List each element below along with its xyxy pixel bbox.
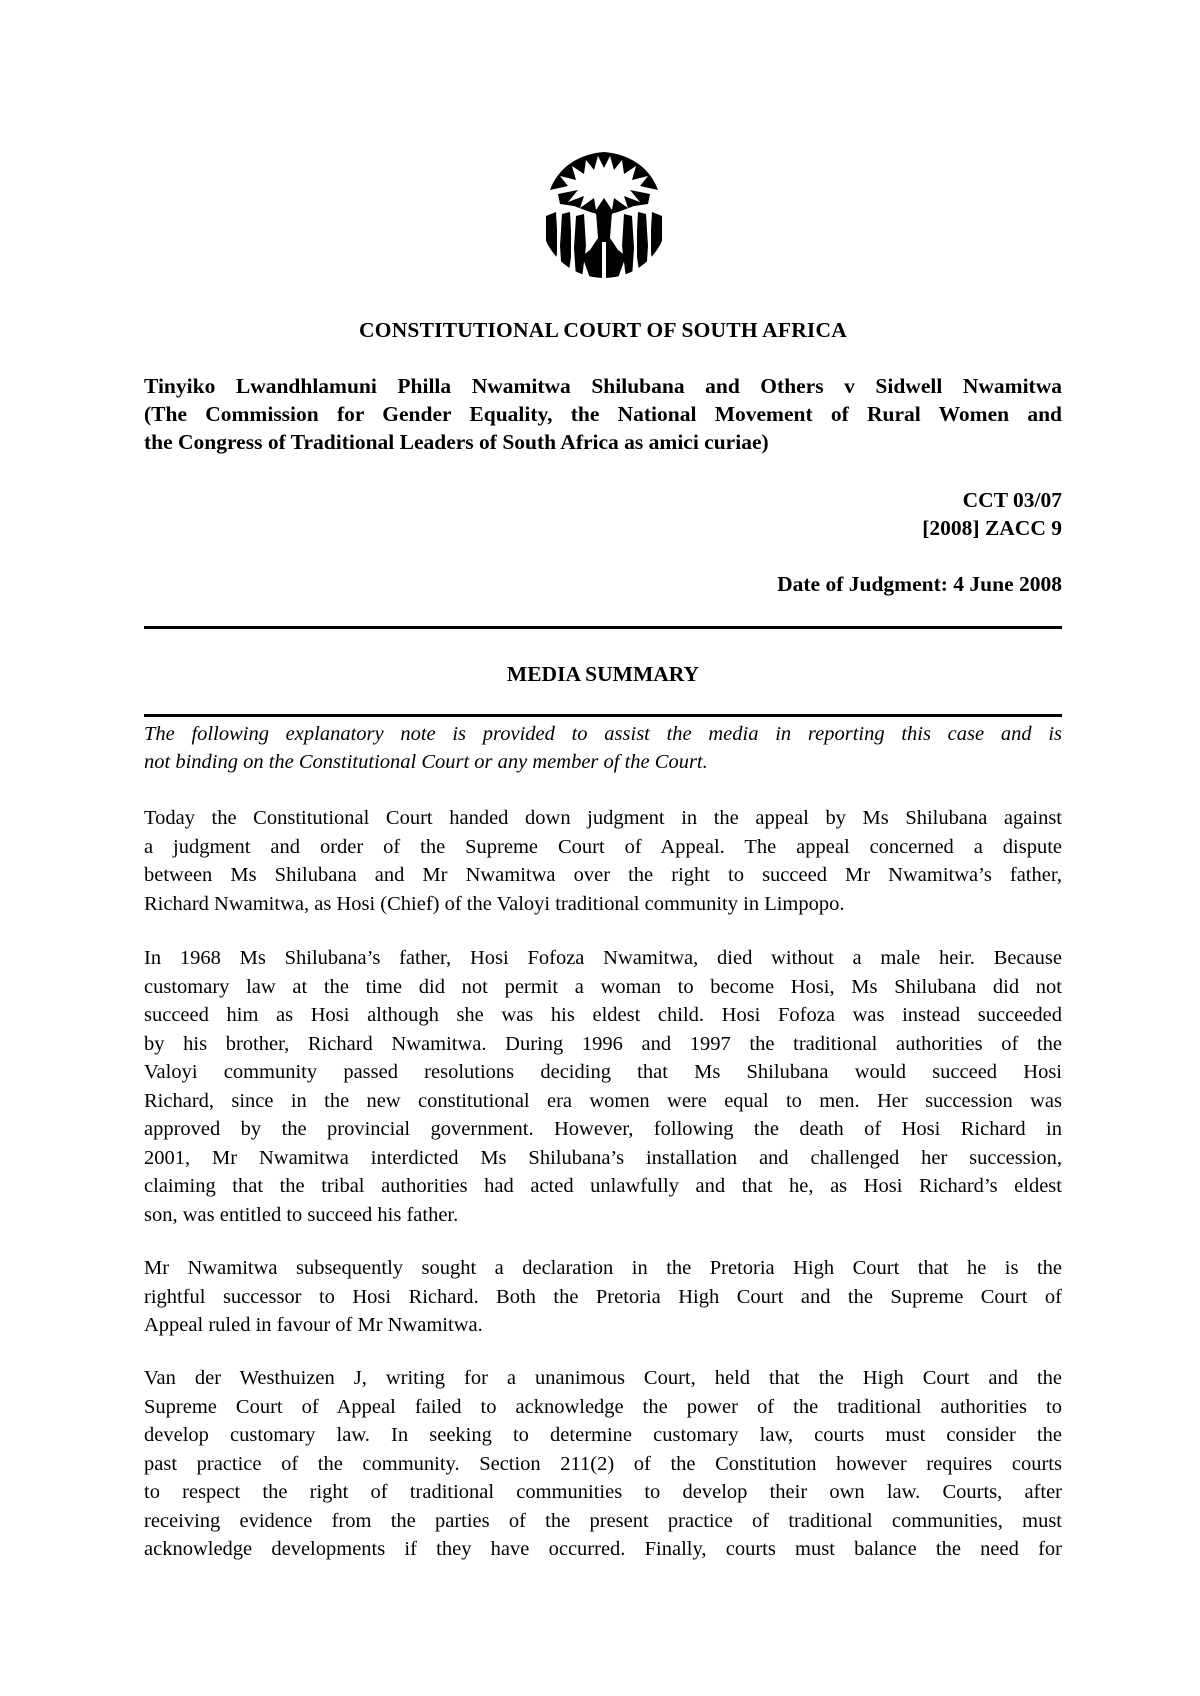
paragraph-line: rightful successor to Hosi Richard. Both the Pretoria High Court and the Supreme Court of <box>144 1285 1062 1308</box>
paragraph <box>144 1254 1062 1340</box>
paragraph-line: by his brother, Richard Nwamitwa. During 1996 and 1997 the traditional authorities of the <box>144 1032 1062 1055</box>
case-title-line: the Congress of Traditional Leaders of South Africa as amici curiae) <box>144 430 769 454</box>
paragraph-line: succeed him as Hosi although she was his eldest child. Hosi Fofoza was instead succeeded <box>144 1004 1062 1026</box>
paragraph-line: past practice of the community. Section 211(2) of the Constitution however requires courts <box>144 1452 1062 1475</box>
case-title-line: (The Commission for Gender Equality, the National Movement of Rural Women and <box>144 402 1062 426</box>
paragraph-line: to respect the right of traditional communities to develop their own law. Courts, after <box>144 1481 1062 1503</box>
paragraph <box>144 1364 1062 1564</box>
paragraph-line: 2001, Mr Nwamitwa interdicted Ms Shilubana’s installation and challenged her succession, <box>144 1146 1062 1169</box>
paragraph-line: Van der Westhuizen J, writing for a unanimous Court, held that the High Court and the <box>144 1367 1062 1389</box>
paragraph-line: Richard, since in the new constitutional era women were equal to men. Her succession was <box>144 1089 1062 1112</box>
judgment-date: Date of Judgment: 4 June 2008 <box>777 572 1062 596</box>
divider <box>144 626 1062 629</box>
paragraph-line: In 1968 Ms Shilubana’s father, Hosi Fofoza Nwamitwa, died without a male heir. Because <box>144 947 1062 969</box>
paragraph-line: between Ms Shilubana and Mr Nwamitwa over the right to succeed Mr Nwamitwa’s father, <box>144 864 1062 886</box>
media-summary-heading: MEDIA SUMMARY <box>506 662 700 686</box>
paragraph-line: Today the Constitutional Court handed down judgment in the appeal by Ms Shilubana against <box>144 807 1062 829</box>
case-title-line: Tinyiko Lwandhlamuni Philla Nwamitwa Shilubana and Others v Sidwell Nwamitwa <box>144 374 1062 398</box>
paragraph-line: Appeal ruled in favour of Mr Nwamitwa. <box>144 1314 483 1336</box>
paragraph-line: Valoyi community passed resolutions deciding that Ms Shilubana would succeed Hosi <box>144 1061 1062 1083</box>
case-number: CCT 03/07 <box>962 488 1062 512</box>
explanatory-note <box>144 720 1062 776</box>
paragraph-line: Richard Nwamitwa, as Hosi (Chief) of the Valoyi traditional community in Limpopo. <box>144 892 845 915</box>
paragraph-line: receiving evidence from the parties of the present practice of traditional communities, must <box>144 1509 1062 1532</box>
paragraph-line: Supreme Court of Appeal failed to acknowledge the power of the traditional authorities to <box>144 1395 1062 1418</box>
court-tree-emblem-icon <box>538 146 670 282</box>
paragraph-line: a judgment and order of the Supreme Court of Appeal. The appeal concerned a dispute <box>144 835 1062 858</box>
paragraph-line: claiming that the tribal authorities had acted unlawfully and that he, as Hosi Richard’s eldest <box>144 1175 1062 1197</box>
court-name: CONSTITUTIONAL COURT OF SOUTH AFRICA <box>359 318 847 342</box>
paragraph <box>144 804 1062 918</box>
document-page <box>144 0 1062 1696</box>
paragraph-line: acknowledge developments if they have occurred. Finally, courts must balance the need for <box>144 1538 1062 1560</box>
paragraph-line: Mr Nwamitwa subsequently sought a declaration in the Pretoria High Court that he is the <box>144 1257 1062 1279</box>
citation: [2008] ZACC 9 <box>922 516 1062 540</box>
paragraph-line: son, was entitled to succeed his father. <box>144 1203 459 1226</box>
note-line: The following explanatory note is provided to assist the media in reporting this case and is <box>144 723 1062 745</box>
paragraph-line: approved by the provincial government. However, following the death of Hosi Richard in <box>144 1118 1062 1140</box>
note-line: not binding on the Constitutional Court or any member of the Court. <box>144 751 708 773</box>
paragraph-line: develop customary law. In seeking to determine customary law, courts must consider the <box>144 1424 1062 1446</box>
paragraph <box>144 944 1062 1229</box>
divider <box>144 714 1062 717</box>
case-title <box>144 372 1062 456</box>
paragraph-line: customary law at the time did not permit a woman to become Hosi, Ms Shilubana did not <box>144 975 1062 998</box>
